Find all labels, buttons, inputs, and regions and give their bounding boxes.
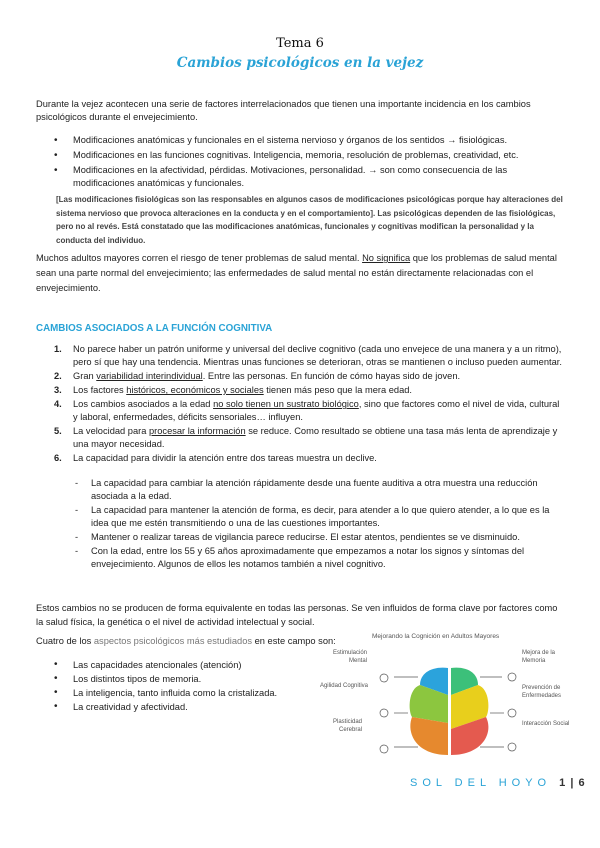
numbered-item xyxy=(36,398,566,424)
closing-paragraph: Estos cambios no se producen de forma equivalente en todas las personas. Se ven influidos de forma clave por factores como la salud física, la genética o el nivel de actividad intelectual y social. xyxy=(36,603,558,627)
underlined-text: históricos, económicos y sociales xyxy=(126,385,264,395)
text: que los problemas de salud mental sean una parte normal del envejecimiento; las enfermedades de salud mental no están directamente relacionadas con el envejecimiento. xyxy=(36,253,557,293)
dash-item: - Mantener o realizar tareas de vigilancia parece reducirse. El estar atentos, pendientes se ve disminuido. xyxy=(73,531,567,544)
dash-item: - La capacidad para mantener la atención de forma, es decir, para atender a lo que quiero atender, a lo que es la idea que me estén transmitiendo o una de las cuestiones importantes. xyxy=(73,504,567,530)
diagram-label: Plasticidad Cerebral xyxy=(332,719,362,733)
item-number: 5. xyxy=(54,426,62,436)
text: , sino que factores como el nivel de vida, cultural y laboral, enfermedades, déficits sensoriales… influyen. xyxy=(73,399,560,422)
diagram-label: Estimulación Mental xyxy=(332,650,367,664)
diagram-label: Agilidad Cognitiva xyxy=(319,683,368,689)
list-item: • Los distintos tipos de memoria. xyxy=(36,672,326,686)
aspects-list xyxy=(36,658,326,714)
list-item: • Modificaciones en las funciones cognitivas. Inteligencia, memoria, resolución de problemas, creatividad, etc. xyxy=(36,149,566,162)
text: La velocidad para xyxy=(73,426,149,436)
section-heading: CAMBIOS ASOCIADOS A LA FUNCIÓN COGNITIVA xyxy=(36,323,273,334)
cognition-diagram xyxy=(312,633,572,758)
item-number: 4. xyxy=(54,399,62,409)
numbered-item xyxy=(36,370,566,383)
brain-illustration xyxy=(312,633,572,758)
text: La capacidad para dividir la atención entre dos tareas muestra un declive. xyxy=(73,453,377,463)
numbered-item xyxy=(36,384,566,397)
text: Cuatro de los xyxy=(36,636,94,646)
item-number: 6. xyxy=(54,453,62,463)
intro-bullet-list xyxy=(36,134,566,190)
list-item: • Modificaciones anatómicas y funcionales en el sistema nervioso y órganos de los sentidos → fisiológicas. xyxy=(36,134,566,147)
numbered-list xyxy=(36,343,566,465)
mental-health-paragraph xyxy=(36,251,566,296)
text: Muchos adultos mayores corren el riesgo de tener problemas de salud mental. xyxy=(36,253,363,263)
brain-region xyxy=(410,717,448,755)
page-title: Tema 6 xyxy=(276,36,324,51)
underlined-text: procesar la información xyxy=(148,426,246,436)
list-item: • La inteligencia, tanto influida como la cristalizada. xyxy=(36,686,326,700)
text: tienen más peso que la mera edad. xyxy=(263,385,413,395)
underlined-text: no solo tienen un sustrato biológico xyxy=(213,399,359,409)
footer xyxy=(410,777,586,790)
text: se reduce. Como resultado se obtiene una tasa más lenta de aprendizaje y una mayor necesidad. xyxy=(73,426,558,449)
page-subtitle: Cambios psicológicos en la vejez xyxy=(176,55,424,71)
note-paragraph: [Las modificaciones fisiológicas son las responsables en algunos casos de modificaciones psicológicas porque hay alteraciones del sistema nervioso que provoca alteraciones en la conducta y en el comportamiento]. Las psicológicas dependen de las fisiológicas, pero no al revés. Está constatado que las modificaciones anatómicas, funcionales y cognitivas modifican la personalidad y la conducta del individuo. xyxy=(56,195,563,245)
underlined-text: No significa xyxy=(362,253,411,263)
item-number: 1. xyxy=(54,344,62,354)
numbered-item xyxy=(36,425,566,451)
text: Gran xyxy=(73,371,97,381)
list-item: • Modificaciones en la afectividad, pérdidas. Motivaciones, personalidad. → son como consecuencia de las modificaciones anatómicas y funcionales. xyxy=(36,164,566,190)
underlined-text: variabilidad interindividual xyxy=(96,371,203,381)
list-item: • La creatividad y afectividad. xyxy=(36,700,326,714)
page-number: 1 | 6 xyxy=(559,777,586,789)
text: en este campo son: xyxy=(252,636,336,646)
dash-item: - Con la edad, entre los 55 y 65 años aproximadamente que empezamos a notar los signos y síntomas del envejecimiento. Algunos de ellos les notamos también a nivel cognitivo. xyxy=(73,545,567,571)
list-item: • Las capacidades atencionales (atención) xyxy=(36,658,326,672)
text: aspectos psicológicos más estudiados xyxy=(93,636,253,646)
numbered-item xyxy=(36,452,566,465)
intro-paragraph: Durante la vejez acontecen una serie de factores interrelacionados que tienen una importante incidencia en los cambios psicológicos durante el envejecimiento. xyxy=(36,99,531,122)
author-name: SOL DEL HOYO xyxy=(410,777,552,789)
text: . Entre las personas. En función de cómo hayas sido de joven. xyxy=(202,371,461,381)
dash-list xyxy=(73,477,567,571)
item-number: 3. xyxy=(54,385,62,395)
diagram-title: Mejorando la Cognición en Adultos Mayores xyxy=(372,633,500,640)
numbered-item xyxy=(36,343,566,369)
diagram-label: Interacción Social xyxy=(522,721,570,727)
dash-item: - La capacidad para cambiar la atención rápidamente desde una fuente auditiva a otra muestra una reducción asociada a la edad. xyxy=(73,477,567,503)
text: No parece haber un patrón uniforme y universal del declive cognitivo (cada uno envejece de una manera y a un ritmo), pero sí que hay una tendencia. Mientras unas funciones se deterioran, otras se mantienen o incluso pueden aumentar. xyxy=(73,344,562,367)
diagram-label: Prevención de Enfermedades xyxy=(522,685,562,699)
item-number: 2. xyxy=(54,371,62,381)
diagram-label: Mejora de la Memoria xyxy=(522,650,556,664)
text: Los factores xyxy=(73,385,127,395)
text: Los cambios asociados a la edad xyxy=(73,399,214,409)
